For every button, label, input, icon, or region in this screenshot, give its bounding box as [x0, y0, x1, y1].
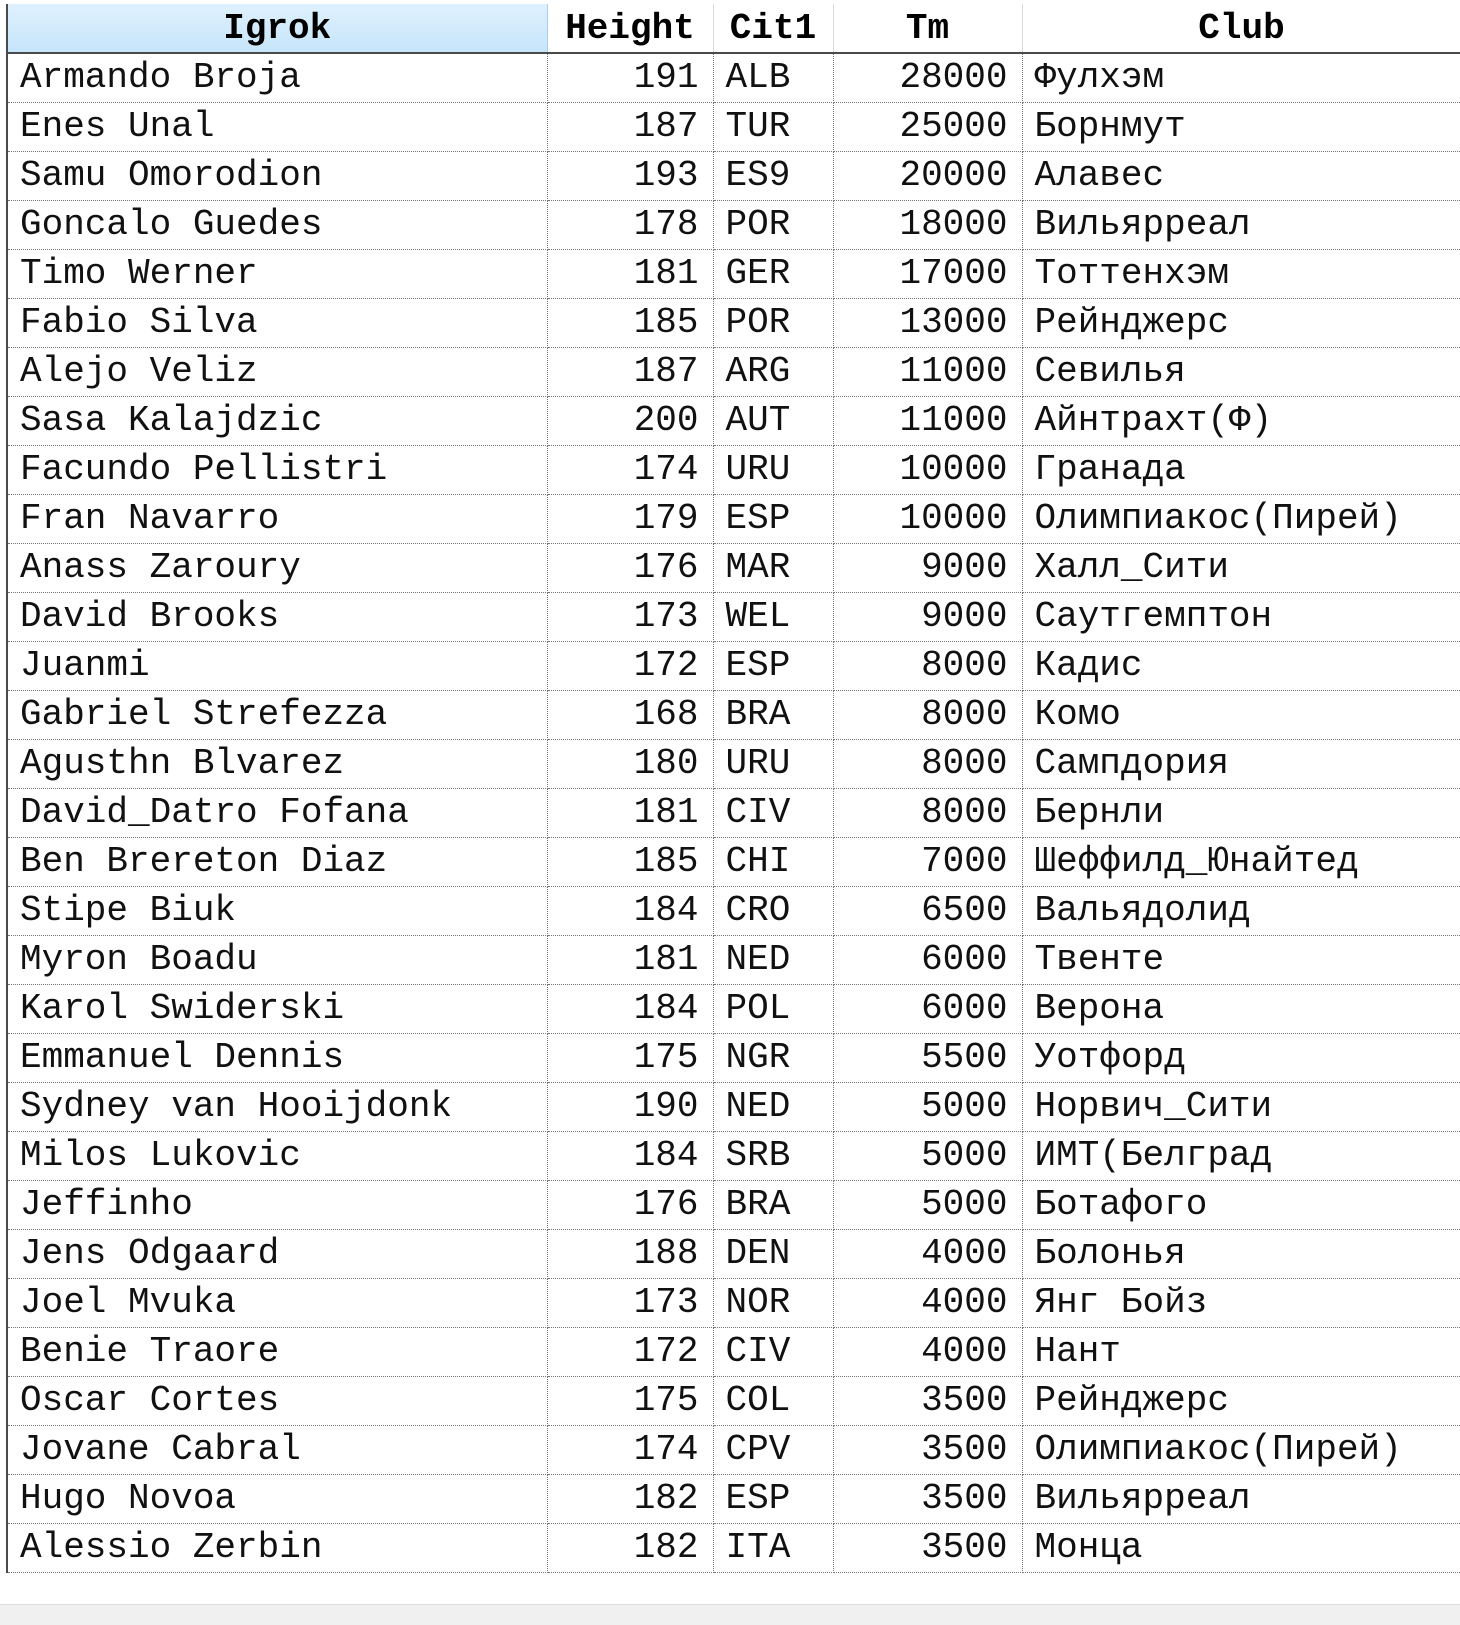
club-cell[interactable]: Твенте [1022, 935, 1460, 984]
table-row[interactable] [7, 347, 1460, 396]
country-code-cell[interactable]: GER [713, 249, 833, 298]
country-code-cell[interactable]: POL [713, 984, 833, 1033]
table-row[interactable] [7, 690, 1460, 739]
club-cell[interactable]: Айнтрахт(Ф) [1022, 396, 1460, 445]
height-cell[interactable]: 176 [547, 1180, 713, 1229]
club-cell[interactable]: Севилья [1022, 347, 1460, 396]
table-row[interactable] [7, 1180, 1460, 1229]
club-cell[interactable]: Саутгемптон [1022, 592, 1460, 641]
value-cell[interactable]: 5500 [833, 1033, 1022, 1082]
grid-body [7, 53, 1460, 1572]
club-cell[interactable]: Уотфорд [1022, 1033, 1460, 1082]
height-cell[interactable]: 181 [547, 249, 713, 298]
table-row[interactable] [7, 1376, 1460, 1425]
value-cell[interactable]: 4000 [833, 1278, 1022, 1327]
height-cell[interactable]: 175 [547, 1033, 713, 1082]
height-cell[interactable]: 174 [547, 1425, 713, 1474]
table-row[interactable] [7, 592, 1460, 641]
club-cell[interactable]: Ботафого [1022, 1180, 1460, 1229]
column-header-tm[interactable]: Tm [833, 4, 1022, 53]
player-name-cell[interactable]: Timo Werner [7, 249, 547, 298]
club-cell[interactable]: Болонья [1022, 1229, 1460, 1278]
height-cell[interactable]: 181 [547, 788, 713, 837]
country-code-cell[interactable]: ES9 [713, 151, 833, 200]
value-cell[interactable]: 10000 [833, 445, 1022, 494]
country-code-cell[interactable]: WEL [713, 592, 833, 641]
height-cell[interactable]: 179 [547, 494, 713, 543]
player-name-cell[interactable]: Samu Omorodion [7, 151, 547, 200]
table-row[interactable] [7, 151, 1460, 200]
country-code-cell[interactable]: ALB [713, 53, 833, 102]
value-cell[interactable]: 11000 [833, 347, 1022, 396]
country-code-cell[interactable]: BRA [713, 1180, 833, 1229]
player-name-cell[interactable]: Jens Odgaard [7, 1229, 547, 1278]
value-cell[interactable]: 8000 [833, 739, 1022, 788]
country-code-cell[interactable]: BRA [713, 690, 833, 739]
country-code-cell[interactable]: ARG [713, 347, 833, 396]
table-row[interactable] [7, 1278, 1460, 1327]
player-name-cell[interactable]: Fran Navarro [7, 494, 547, 543]
club-cell[interactable]: Янг Бойз [1022, 1278, 1460, 1327]
value-cell[interactable]: 8000 [833, 788, 1022, 837]
value-cell[interactable]: 5000 [833, 1082, 1022, 1131]
country-code-cell[interactable]: URU [713, 445, 833, 494]
player-name-cell[interactable]: Facundo Pellistri [7, 445, 547, 494]
table-row[interactable] [7, 837, 1460, 886]
country-code-cell[interactable]: URU [713, 739, 833, 788]
value-cell[interactable]: 17000 [833, 249, 1022, 298]
club-cell[interactable]: Вильярреал [1022, 1474, 1460, 1523]
table-row[interactable] [7, 1327, 1460, 1376]
height-cell[interactable]: 187 [547, 102, 713, 151]
country-code-cell[interactable]: ESP [713, 494, 833, 543]
club-cell[interactable]: Кадис [1022, 641, 1460, 690]
value-cell[interactable]: 3500 [833, 1376, 1022, 1425]
player-name-cell[interactable]: Alejo Veliz [7, 347, 547, 396]
height-cell[interactable]: 190 [547, 1082, 713, 1131]
value-cell[interactable]: 8000 [833, 690, 1022, 739]
club-cell[interactable]: Тоттенхэм [1022, 249, 1460, 298]
value-cell[interactable]: 4000 [833, 1229, 1022, 1278]
country-code-cell[interactable]: ESP [713, 1474, 833, 1523]
column-header-igrok[interactable]: Igrok [7, 4, 547, 53]
height-cell[interactable]: 193 [547, 151, 713, 200]
value-cell[interactable]: 3500 [833, 1474, 1022, 1523]
country-code-cell[interactable]: POR [713, 298, 833, 347]
club-cell[interactable]: Бернли [1022, 788, 1460, 837]
value-cell[interactable]: 3500 [833, 1523, 1022, 1572]
club-cell[interactable]: Вальядолид [1022, 886, 1460, 935]
player-name-cell[interactable]: Milos Lukovic [7, 1131, 547, 1180]
table-row[interactable] [7, 396, 1460, 445]
country-code-cell[interactable]: COL [713, 1376, 833, 1425]
value-cell[interactable]: 5000 [833, 1131, 1022, 1180]
player-name-cell[interactable]: Jovane Cabral [7, 1425, 547, 1474]
player-name-cell[interactable]: Stipe Biuk [7, 886, 547, 935]
player-name-cell[interactable]: Alessio Zerbin [7, 1523, 547, 1572]
player-name-cell[interactable]: Armando Broja [7, 53, 547, 102]
country-code-cell[interactable]: CIV [713, 788, 833, 837]
club-cell[interactable]: Фулхэм [1022, 53, 1460, 102]
country-code-cell[interactable]: DEN [713, 1229, 833, 1278]
player-name-cell[interactable]: Enes Unal [7, 102, 547, 151]
value-cell[interactable]: 20000 [833, 151, 1022, 200]
player-name-cell[interactable]: Goncalo Guedes [7, 200, 547, 249]
height-cell[interactable]: 168 [547, 690, 713, 739]
value-cell[interactable]: 13000 [833, 298, 1022, 347]
player-name-cell[interactable]: Myron Boadu [7, 935, 547, 984]
height-cell[interactable]: 182 [547, 1523, 713, 1572]
height-cell[interactable]: 185 [547, 837, 713, 886]
table-row[interactable] [7, 102, 1460, 151]
height-cell[interactable]: 172 [547, 1327, 713, 1376]
table-row[interactable] [7, 1033, 1460, 1082]
column-header-height[interactable]: Height [547, 4, 713, 53]
player-name-cell[interactable]: Anass Zaroury [7, 543, 547, 592]
country-code-cell[interactable]: NED [713, 1082, 833, 1131]
club-cell[interactable]: Гранада [1022, 445, 1460, 494]
height-cell[interactable]: 174 [547, 445, 713, 494]
table-row[interactable] [7, 200, 1460, 249]
table-row[interactable] [7, 53, 1460, 102]
club-cell[interactable]: Олимпиакос(Пирей) [1022, 494, 1460, 543]
country-code-cell[interactable]: TUR [713, 102, 833, 151]
country-code-cell[interactable]: ESP [713, 641, 833, 690]
player-name-cell[interactable]: David Brooks [7, 592, 547, 641]
table-row[interactable] [7, 1523, 1460, 1572]
player-name-cell[interactable]: Agusthn Blvarez [7, 739, 547, 788]
value-cell[interactable]: 28000 [833, 53, 1022, 102]
table-row[interactable] [7, 739, 1460, 788]
table-row[interactable] [7, 1131, 1460, 1180]
value-cell[interactable]: 11000 [833, 396, 1022, 445]
player-name-cell[interactable]: Ben Brereton Diaz [7, 837, 547, 886]
club-cell[interactable]: Халл_Сити [1022, 543, 1460, 592]
height-cell[interactable]: 173 [547, 1278, 713, 1327]
height-cell[interactable]: 180 [547, 739, 713, 788]
player-name-cell[interactable]: David_Datro Fofana [7, 788, 547, 837]
player-name-cell[interactable]: Sasa Kalajdzic [7, 396, 547, 445]
player-name-cell[interactable]: Sydney van Hooijdonk [7, 1082, 547, 1131]
table-row[interactable] [7, 249, 1460, 298]
value-cell[interactable]: 5000 [833, 1180, 1022, 1229]
table-row[interactable] [7, 935, 1460, 984]
country-code-cell[interactable]: CIV [713, 1327, 833, 1376]
table-row[interactable] [7, 886, 1460, 935]
table-row[interactable] [7, 1425, 1460, 1474]
height-cell[interactable]: 188 [547, 1229, 713, 1278]
data-grid [6, 4, 1460, 1573]
player-name-cell[interactable]: Juanmi [7, 641, 547, 690]
club-cell[interactable]: Вильярреал [1022, 200, 1460, 249]
height-cell[interactable]: 184 [547, 1131, 713, 1180]
table-row[interactable] [7, 543, 1460, 592]
value-cell[interactable]: 4000 [833, 1327, 1022, 1376]
player-name-cell[interactable]: Emmanuel Dennis [7, 1033, 547, 1082]
value-cell[interactable]: 9000 [833, 592, 1022, 641]
value-cell[interactable]: 7000 [833, 837, 1022, 886]
header-row [7, 4, 1460, 53]
player-name-cell[interactable]: Jeffinho [7, 1180, 547, 1229]
club-cell[interactable]: Рейнджерс [1022, 1376, 1460, 1425]
value-cell[interactable]: 18000 [833, 200, 1022, 249]
country-code-cell[interactable]: ITA [713, 1523, 833, 1572]
column-header-cit1[interactable]: Cit1 [713, 4, 833, 53]
value-cell[interactable]: 6000 [833, 984, 1022, 1033]
club-cell[interactable]: Рейнджерс [1022, 298, 1460, 347]
country-code-cell[interactable]: NOR [713, 1278, 833, 1327]
table-row[interactable] [7, 445, 1460, 494]
height-cell[interactable]: 191 [547, 53, 713, 102]
table-row[interactable] [7, 788, 1460, 837]
club-cell[interactable]: Алавес [1022, 151, 1460, 200]
value-cell[interactable]: 10000 [833, 494, 1022, 543]
table-row[interactable] [7, 1474, 1460, 1523]
height-cell[interactable]: 178 [547, 200, 713, 249]
table-row[interactable] [7, 641, 1460, 690]
column-header-club[interactable]: Club [1022, 4, 1460, 53]
value-cell[interactable]: 8000 [833, 641, 1022, 690]
value-cell[interactable]: 6500 [833, 886, 1022, 935]
height-cell[interactable]: 181 [547, 935, 713, 984]
horizontal-scrollbar[interactable] [0, 1604, 1460, 1625]
table-row[interactable] [7, 984, 1460, 1033]
club-cell[interactable]: Шеффилд_Юнайтед [1022, 837, 1460, 886]
table-row[interactable] [7, 298, 1460, 347]
country-code-cell[interactable]: NGR [713, 1033, 833, 1082]
height-cell[interactable]: 184 [547, 886, 713, 935]
height-cell[interactable]: 184 [547, 984, 713, 1033]
value-cell[interactable]: 9000 [833, 543, 1022, 592]
height-cell[interactable]: 187 [547, 347, 713, 396]
height-cell[interactable]: 176 [547, 543, 713, 592]
player-name-cell[interactable]: Benie Traore [7, 1327, 547, 1376]
table-row[interactable] [7, 1229, 1460, 1278]
player-name-cell[interactable]: Karol Swiderski [7, 984, 547, 1033]
player-name-cell[interactable]: Fabio Silva [7, 298, 547, 347]
player-name-cell[interactable]: Joel Mvuka [7, 1278, 547, 1327]
country-code-cell[interactable]: NED [713, 935, 833, 984]
player-name-cell[interactable]: Gabriel Strefezza [7, 690, 547, 739]
height-cell[interactable]: 200 [547, 396, 713, 445]
value-cell[interactable]: 3500 [833, 1425, 1022, 1474]
club-cell[interactable]: Нант [1022, 1327, 1460, 1376]
country-code-cell[interactable]: CPV [713, 1425, 833, 1474]
club-cell[interactable]: Монца [1022, 1523, 1460, 1572]
country-code-cell[interactable]: SRB [713, 1131, 833, 1180]
height-cell[interactable]: 175 [547, 1376, 713, 1425]
club-cell[interactable]: Верона [1022, 984, 1460, 1033]
value-cell[interactable]: 25000 [833, 102, 1022, 151]
club-cell[interactable]: Норвич_Сити [1022, 1082, 1460, 1131]
table-row[interactable] [7, 494, 1460, 543]
country-code-cell[interactable]: AUT [713, 396, 833, 445]
club-cell[interactable]: Борнмут [1022, 102, 1460, 151]
player-name-cell[interactable]: Hugo Novoa [7, 1474, 547, 1523]
country-code-cell[interactable]: POR [713, 200, 833, 249]
value-cell[interactable]: 6000 [833, 935, 1022, 984]
club-cell[interactable]: Комо [1022, 690, 1460, 739]
height-cell[interactable]: 173 [547, 592, 713, 641]
height-cell[interactable]: 185 [547, 298, 713, 347]
height-cell[interactable]: 172 [547, 641, 713, 690]
club-cell[interactable]: ИМТ(Белград [1022, 1131, 1460, 1180]
table-row[interactable] [7, 1082, 1460, 1131]
player-name-cell[interactable]: Oscar Cortes [7, 1376, 547, 1425]
club-cell[interactable]: Сампдория [1022, 739, 1460, 788]
country-code-cell[interactable]: CHI [713, 837, 833, 886]
country-code-cell[interactable]: CRO [713, 886, 833, 935]
height-cell[interactable]: 182 [547, 1474, 713, 1523]
club-cell[interactable]: Олимпиакос(Пирей) [1022, 1425, 1460, 1474]
country-code-cell[interactable]: MAR [713, 543, 833, 592]
